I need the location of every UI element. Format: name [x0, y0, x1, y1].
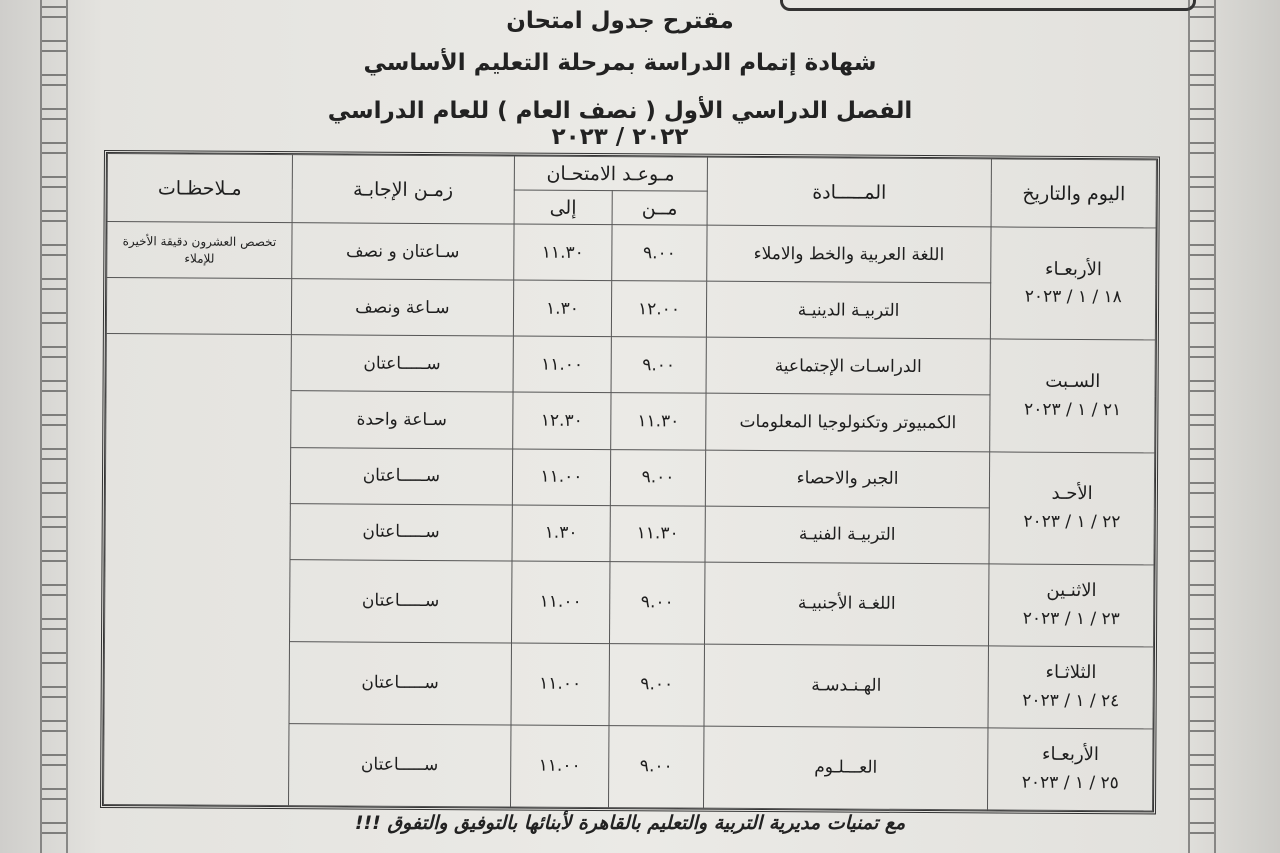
to-time-cell: ١.٣٠ [513, 280, 612, 337]
note-cell: تخصص العشرون دقيقة الأخيرة للإملاء [107, 222, 292, 279]
subject-cell: الدراسـات الإجتماعية [706, 337, 991, 395]
header-from: مــن [612, 191, 707, 226]
header-duration: زمـن الإجابـة [292, 155, 514, 224]
left-decorative-border [40, 0, 68, 853]
from-time-cell: ٩.٠٠ [611, 337, 706, 394]
from-time-cell: ٩.٠٠ [612, 225, 707, 282]
to-time-cell: ١١.٠٠ [510, 725, 609, 808]
title-line-1: مقترح جدول امتحان [506, 8, 734, 34]
to-time-cell: ١١.٣٠ [513, 224, 612, 281]
duration-cell: ســـــاعتان [290, 447, 512, 504]
from-time-cell: ٩.٠٠ [611, 449, 706, 506]
note-cell [106, 278, 291, 335]
from-time-cell: ٩.٠٠ [610, 561, 705, 644]
to-time-cell: ١١.٠٠ [513, 336, 612, 393]
header-exam-time: مـوعـد الامتحـان [514, 156, 707, 191]
exam-date: ١٨ / ١ / ٢٠٢٣ [1024, 287, 1122, 308]
header-subject: المـــــادة [707, 157, 992, 227]
day-date-cell [988, 646, 1153, 729]
subject-cell: الجبر والاحصاء [705, 450, 990, 508]
subject-cell: الهـنـدسـة [704, 644, 989, 728]
to-time-cell: ١٢.٣٠ [512, 392, 611, 449]
duration-cell: ســـــاعتان [289, 642, 511, 725]
table-row [107, 222, 1156, 285]
duration-cell: ســـــاعتان [291, 335, 513, 392]
day-date-cell [988, 728, 1153, 811]
from-time-cell: ٩.٠٠ [609, 726, 704, 809]
exam-date: ٢٤ / ١ / ٢٠٢٣ [1022, 690, 1120, 712]
right-decorative-border [1188, 0, 1216, 853]
subject-cell: اللغة العربية والخط والاملاء [706, 225, 991, 283]
from-time-cell: ٩.٠٠ [609, 643, 704, 726]
table-row [106, 334, 1155, 397]
duration-cell: ســـــاعتان [290, 559, 512, 642]
day-name: الأربعـاء [1041, 744, 1099, 766]
to-time-cell: ١.٣٠ [512, 505, 611, 562]
exam-date: ٢٥ / ١ / ٢٠٢٣ [1021, 772, 1119, 794]
from-time-cell: ١٢.٠٠ [612, 281, 707, 338]
to-time-cell: ١١.٠٠ [511, 561, 610, 644]
day-name: الأربعـاء [1044, 258, 1102, 280]
day-date-cell [989, 564, 1154, 647]
day-date-cell [991, 227, 1156, 340]
exam-date: ٢٢ / ١ / ٢٠٢٣ [1023, 511, 1121, 533]
duration-cell: سـاعة ونصف [291, 279, 513, 336]
header-notes: مـلاحظـات [107, 154, 292, 223]
to-time-cell: ١١.٠٠ [511, 643, 610, 726]
header-day-date: اليوم والتاريخ [991, 159, 1156, 228]
subject-cell: التربيـة الدينيـة [706, 281, 991, 339]
day-name: السـبت [1045, 370, 1101, 393]
to-time-cell: ١١.٠٠ [512, 449, 611, 506]
from-time-cell: ١١.٣٠ [611, 393, 706, 450]
subject-cell: العـــلـوم [703, 726, 988, 810]
subject-cell: اللغـة الأجنبيـة [704, 562, 989, 646]
footer-wishes: مع تمنيات مديرية التربية والتعليم بالقاهرة لأبنائها بالتوفيق والتفوق !!! [354, 812, 906, 834]
day-date-cell [989, 451, 1154, 564]
header-to: إلى [514, 190, 613, 225]
exam-schedule-table [100, 150, 1160, 814]
day-name: الاثنـين [1046, 580, 1097, 602]
from-time-cell: ١١.٣٠ [610, 505, 705, 562]
subject-cell: التربيـة الفنيـة [705, 506, 990, 564]
day-name: الثلاثـاء [1045, 662, 1097, 684]
title-line-2: شهادة إتمام الدراسة بمرحلة التعليم الأساسي [363, 50, 877, 76]
title-line-3: الفصل الدراسي الأول ( نصف العام ) للعام الدراسي ٢٠٢٢ / ٢٠٢٣ [327, 98, 913, 150]
duration-cell: سـاعة واحدة [291, 391, 513, 448]
day-date-cell [990, 339, 1155, 452]
day-name: الأحـد [1051, 482, 1093, 505]
duration-cell: سـاعتان و نصف [292, 223, 514, 280]
duration-cell: ســـــاعتان [290, 503, 512, 560]
duration-cell: ســـــاعتان [289, 724, 511, 807]
note-cell-empty [104, 334, 292, 806]
exam-date: ٢١ / ١ / ٢٠٢٣ [1024, 399, 1122, 420]
exam-date: ٢٣ / ١ / ٢٠٢٣ [1022, 608, 1120, 630]
subject-cell: الكمبيوتر وتكنولوجيا المعلومات [705, 394, 990, 452]
